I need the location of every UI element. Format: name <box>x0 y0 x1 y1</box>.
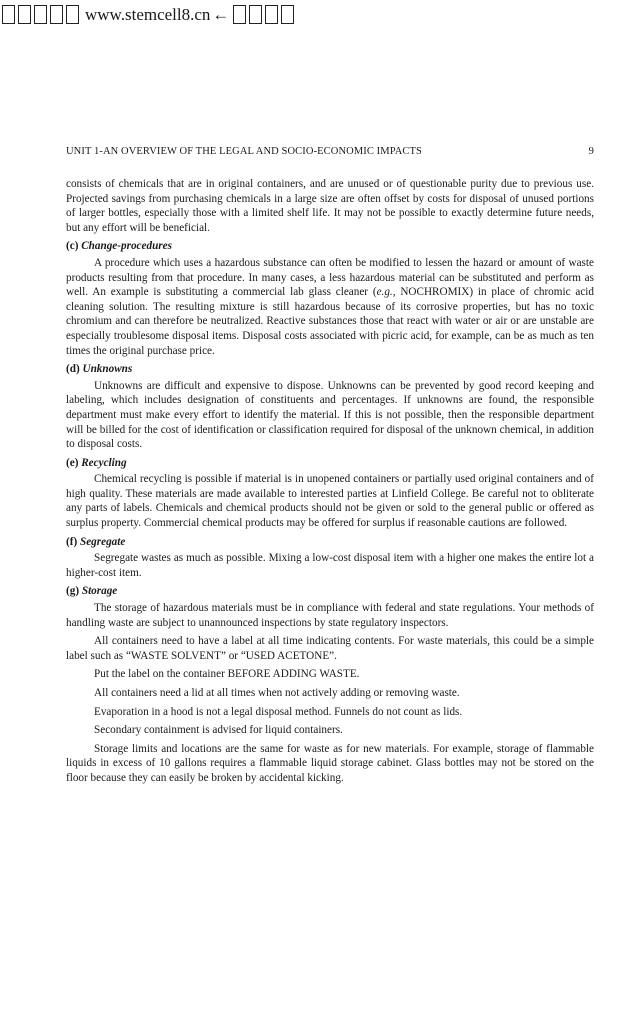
page-body <box>66 177 594 786</box>
section-title: Change-procedures <box>81 240 172 253</box>
banner-url: www.stemcell8.cn <box>85 5 211 24</box>
paragraph: All containers need a lid at all times when not actively adding or removing waste. <box>94 687 460 699</box>
placeholder-glyphs-right <box>233 5 297 26</box>
paragraph: Put the label on the container BEFORE ADDING WASTE. <box>94 668 360 681</box>
text-run: , NOCHROMIX) in place of chromic acid cleaning solution. The resulting mixture is still hazardous because of its corrosive properties, but has no toxic chromium and can therefore be neutralized. Reactive substances those that react with water or air or are unstable are especially troublesome disposal items. Disposal costs associated with picric acid, for example, can be as much as ten times the original purchase price. <box>66 286 594 357</box>
paragraph: Segregate wastes as much as possible. Mixing a low-cost disposal item with a higher one makes the entire lot a higher-cost item. <box>66 552 594 579</box>
paragraph: Storage limits and locations are the same for waste as for new materials. For example, storage of flammable liquids in excess of 10 gallons requires a flammable liquid storage cabinet. Glass bottles may not be stored on the floor because they can easily be broken by accidental kicking. <box>66 742 594 784</box>
paragraph: Unknowns are difficult and expensive to dispose. Unknowns can be prevented by good record keeping and labeling, which includes designation of constituents and percentages. If unknowns are found, the responsible department must make every effort to identify the material. If this is not possible, then the responsible department will be billed for the cost of identification or classification required for disposal of the unknown chemical, in addition to disposal costs. <box>66 379 594 451</box>
paragraph <box>66 256 594 358</box>
section-marker: (f) <box>66 535 78 548</box>
section-heading-c <box>66 239 594 254</box>
running-header <box>66 146 594 157</box>
section-heading-g <box>66 584 594 599</box>
text-run: A procedure which uses a hazardous substance can often be modified to lessen the hazard or amount of waste products resulting from that procedure. In many cases, a less hazardous material can be substituted and perform as well. An example is substituting a commercial lab glass cleaner ( <box>66 256 594 299</box>
watermark-banner <box>2 2 297 28</box>
paragraph: Secondary containment is advised for liquid containers. <box>94 724 343 737</box>
section-title: Recycling <box>81 456 127 469</box>
text-run-italic: e.g. <box>376 286 393 299</box>
paragraph: Chemical recycling is possible if material is in unopened containers or partially used original containers and of high quality. These materials are made available to interested parties at Linfield College. Be careful not to obliterate any parts of labels. Chemicals and chemical products should not be given or sold to the general public or offered as surplus property. Commercial chemical products may be offered for surplus if reasonable cautions are followed. <box>66 473 594 530</box>
section-title: Unknowns <box>82 363 133 376</box>
page-number: 9 <box>588 146 594 157</box>
section-marker: (c) <box>66 240 79 253</box>
intro-paragraph: consists of chemicals that are in original containers, and are unused or of questionable purity due to previous use. Projected savings from purchasing chemicals in a large size are often offset by costs for disposal of unused portions of larger bottles, especially those with a limited shelf life. It may not be possible to exactly determine future needs, but any effort will be beneficial. <box>66 178 594 234</box>
section-heading-f <box>66 535 594 550</box>
paragraph: All containers need to have a label at all time indicating contents. For waste materials, this could be a simple label such as “WASTE SOLVENT” or “USED ACETONE”. <box>66 635 594 662</box>
section-marker: (d) <box>66 363 80 376</box>
left-arrow-icon: ← <box>212 5 230 24</box>
section-marker: (e) <box>66 456 79 469</box>
placeholder-glyphs-left <box>2 5 82 26</box>
section-title: Segregate <box>79 535 126 548</box>
section-marker: (g) <box>66 585 80 598</box>
section-heading-d <box>66 362 594 377</box>
running-title: UNIT 1-AN OVERVIEW OF THE LEGAL AND SOCIO-ECONOMIC IMPACTS <box>66 146 422 157</box>
section-heading-e <box>66 456 594 471</box>
paragraph: The storage of hazardous materials must be in compliance with federal and state regulations. Your methods of handling waste are subject to unannounced inspections by state regulatory inspectors. <box>66 602 594 629</box>
paragraph: Evaporation in a hood is not a legal disposal method. Funnels do not count as lids. <box>94 705 463 718</box>
section-title: Storage <box>81 585 118 598</box>
